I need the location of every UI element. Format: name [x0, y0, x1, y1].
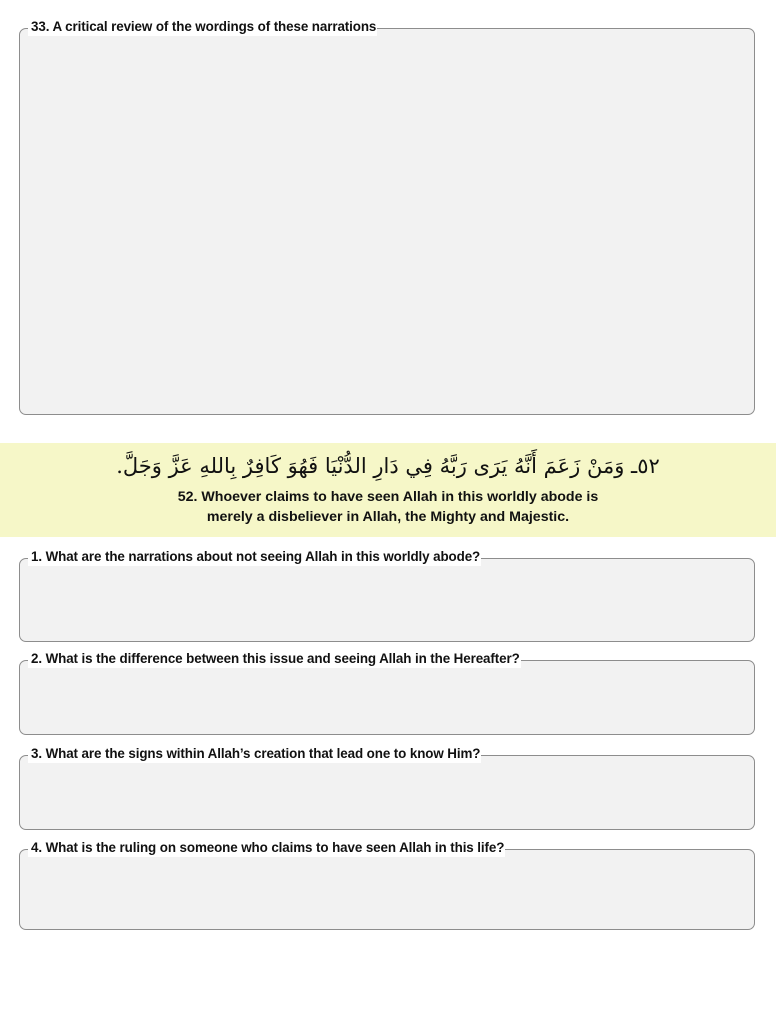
- arabic-text: ٥٢ـ وَمَنْ زَعَمَ أَنَّهُ يَرَى رَبَّهُ فِي دَارِ الدُّنْيَا فَهُوَ كَافِرٌ بِاللهِ عَزَّ وَجَلَّ.: [116, 454, 660, 478]
- question-3-label: 3. What are the signs within Allah’s creation that lead one to know Him?: [28, 745, 481, 763]
- english-translation: [0, 488, 776, 527]
- answer-box-question-3[interactable]: [19, 746, 755, 830]
- answer-box-question-1[interactable]: [19, 549, 755, 642]
- chapter-52-highlight: [0, 443, 776, 537]
- question-33-label: 33. A critical review of the wordings of these narrations: [28, 18, 377, 36]
- answer-box-question-4[interactable]: [19, 840, 755, 930]
- answer-box-question-33[interactable]: [19, 19, 755, 415]
- question-2-label: 2. What is the difference between this issue and seeing Allah in the Hereafter?: [28, 650, 521, 668]
- translation-line-1: 52. Whoever claims to have seen Allah in this worldly abode is: [177, 489, 599, 505]
- answer-box-question-2[interactable]: [19, 651, 755, 735]
- translation-line-2: merely a disbeliever in Allah, the Mighty and Majestic.: [206, 508, 570, 525]
- question-4-label: 4. What is the ruling on someone who claims to have seen Allah in this life?: [28, 839, 505, 857]
- question-1-label: 1. What are the narrations about not seeing Allah in this worldly abode?: [28, 548, 481, 566]
